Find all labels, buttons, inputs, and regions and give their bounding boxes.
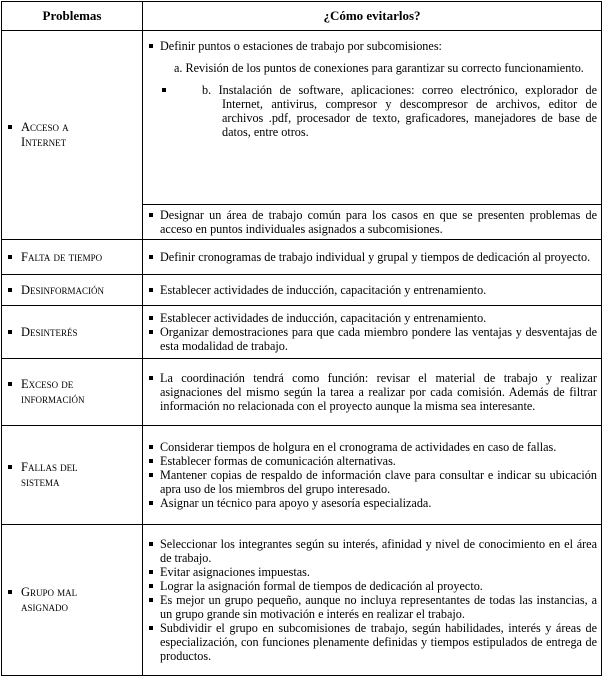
table-row: [2, 306, 602, 359]
solution-list: [147, 311, 597, 353]
list-item: La coordinación tendrá como función: revisar el material de trabajo y realizar asignaciones del mismo según la tarea a realizar por cada comisión. Además de filtrar información no relacionada con el proyecto aunque la misma sea interesante.: [147, 371, 597, 413]
problem-label: Fallas del sistema: [21, 460, 78, 489]
bullet-square-icon: [8, 382, 12, 386]
list-item: Designar un área de trabajo común para los casos en que se presenten problemas de acceso en puntos individuales asignados a subcomisiones.: [147, 208, 597, 236]
solution-list: [147, 440, 597, 510]
solution-cell: [143, 31, 602, 205]
problem-label: Exceso de información: [21, 377, 85, 406]
table-row: [2, 426, 602, 525]
solution-list: [147, 250, 597, 264]
solution-cell: [143, 205, 602, 240]
solution-list: [147, 537, 597, 663]
list-item: Evitar asignaciones impuestas.: [147, 565, 597, 579]
bullet-square-icon: [8, 465, 12, 469]
table-row: [2, 525, 602, 676]
problem-cell: [2, 306, 143, 359]
list-item: Considerar tiempos de holgura en el cronograma de actividades en caso de fallas.: [147, 440, 597, 454]
problem-cell: [2, 359, 143, 426]
list-item: Establecer actividades de inducción, capacitación y entrenamiento.: [147, 311, 597, 325]
table-row: [2, 240, 602, 275]
solution-list: [147, 283, 597, 297]
solution-cell: [143, 306, 602, 359]
list-item: Seleccionar los integrantes según su interés, afinidad y nivel de conocimiento en el área de trabajo.: [147, 537, 597, 565]
bullet-square-icon: [8, 590, 12, 594]
problem-label: Falta de tiempo: [21, 249, 103, 264]
list-item: Organizar demostraciones para que cada miembro pondere las ventajas y desventajas de esta modalidad de trabajo.: [147, 325, 597, 353]
solution-list: [147, 208, 597, 236]
problem-label: Desinformación: [21, 282, 105, 297]
table-row: [2, 275, 602, 306]
problem-cell: [2, 275, 143, 306]
problem-label: Acceso a Internet: [21, 120, 69, 149]
list-item: Subdividir el grupo en subcomisiones de trabajo, según habilidades, interés y áreas de especialización, con funciones plenamente definidas y tiempos estipulados de entrega de productos.: [147, 621, 597, 663]
solution-cell: [143, 359, 602, 426]
solution-list: [147, 39, 597, 53]
bullet-square-icon: [8, 255, 12, 259]
solution-cell: [143, 240, 602, 275]
bullet-square-icon: [8, 330, 12, 334]
list-item: Definir puntos o estaciones de trabajo por subcomisiones:: [147, 39, 597, 53]
table-row: [2, 359, 602, 426]
problem-cell: [2, 240, 143, 275]
sub-item-a: a. Revisión de los puntos de conexiones para garantizar su correcto funcionamiento.: [174, 61, 584, 75]
solution-cell: [143, 426, 602, 525]
sub-item-b: b. Instalación de software, aplicaciones: correo electrónico, explorador de Internet, antivirus, compresor y descompresor de archivos, editor de archivos .pdf, procesador de texto, graficadores, manejadores de base de datos, entre otros.: [160, 83, 597, 139]
header-problems: Problemas: [2, 2, 143, 31]
problem-cell: [2, 426, 143, 525]
problem-label: Grupo mal asignado: [21, 585, 78, 614]
list-item: Asignar un técnico para apoyo y asesoría especializada.: [147, 496, 597, 510]
list-item: Definir cronogramas de trabajo individual y grupal y tiempos de dedicación al proyecto.: [147, 250, 597, 264]
bullet-square-icon: [8, 288, 12, 292]
bullet-square-icon: [8, 125, 12, 129]
header-how-to-avoid: ¿Cómo evitarlos?: [143, 2, 602, 31]
solution-cell: [143, 275, 602, 306]
solution-list: [147, 371, 597, 413]
problem-cell: [2, 525, 143, 676]
problem-label: Desinterés: [21, 324, 78, 339]
table-row: [2, 31, 602, 205]
list-item: Establecer actividades de inducción, capacitación y entrenamiento.: [147, 283, 597, 297]
list-item: Establecer formas de comunicación alternativas.: [147, 454, 597, 468]
problem-cell: [2, 31, 143, 240]
list-item: Es mejor un grupo pequeño, aunque no incluya representantes de todas las instancias, a un grupo grande sin motivación e interés en realizar el trabajo.: [147, 593, 597, 621]
problems-table: [1, 1, 602, 676]
table-header-row: [2, 2, 602, 31]
list-item: Lograr la asignación formal de tiempos de dedicación al proyecto.: [147, 579, 597, 593]
list-item: Mantener copias de respaldo de información clave para consultar e indicar su ubicación apra uso de los miembros del grupo interesado.: [147, 468, 597, 496]
solution-cell: [143, 525, 602, 676]
